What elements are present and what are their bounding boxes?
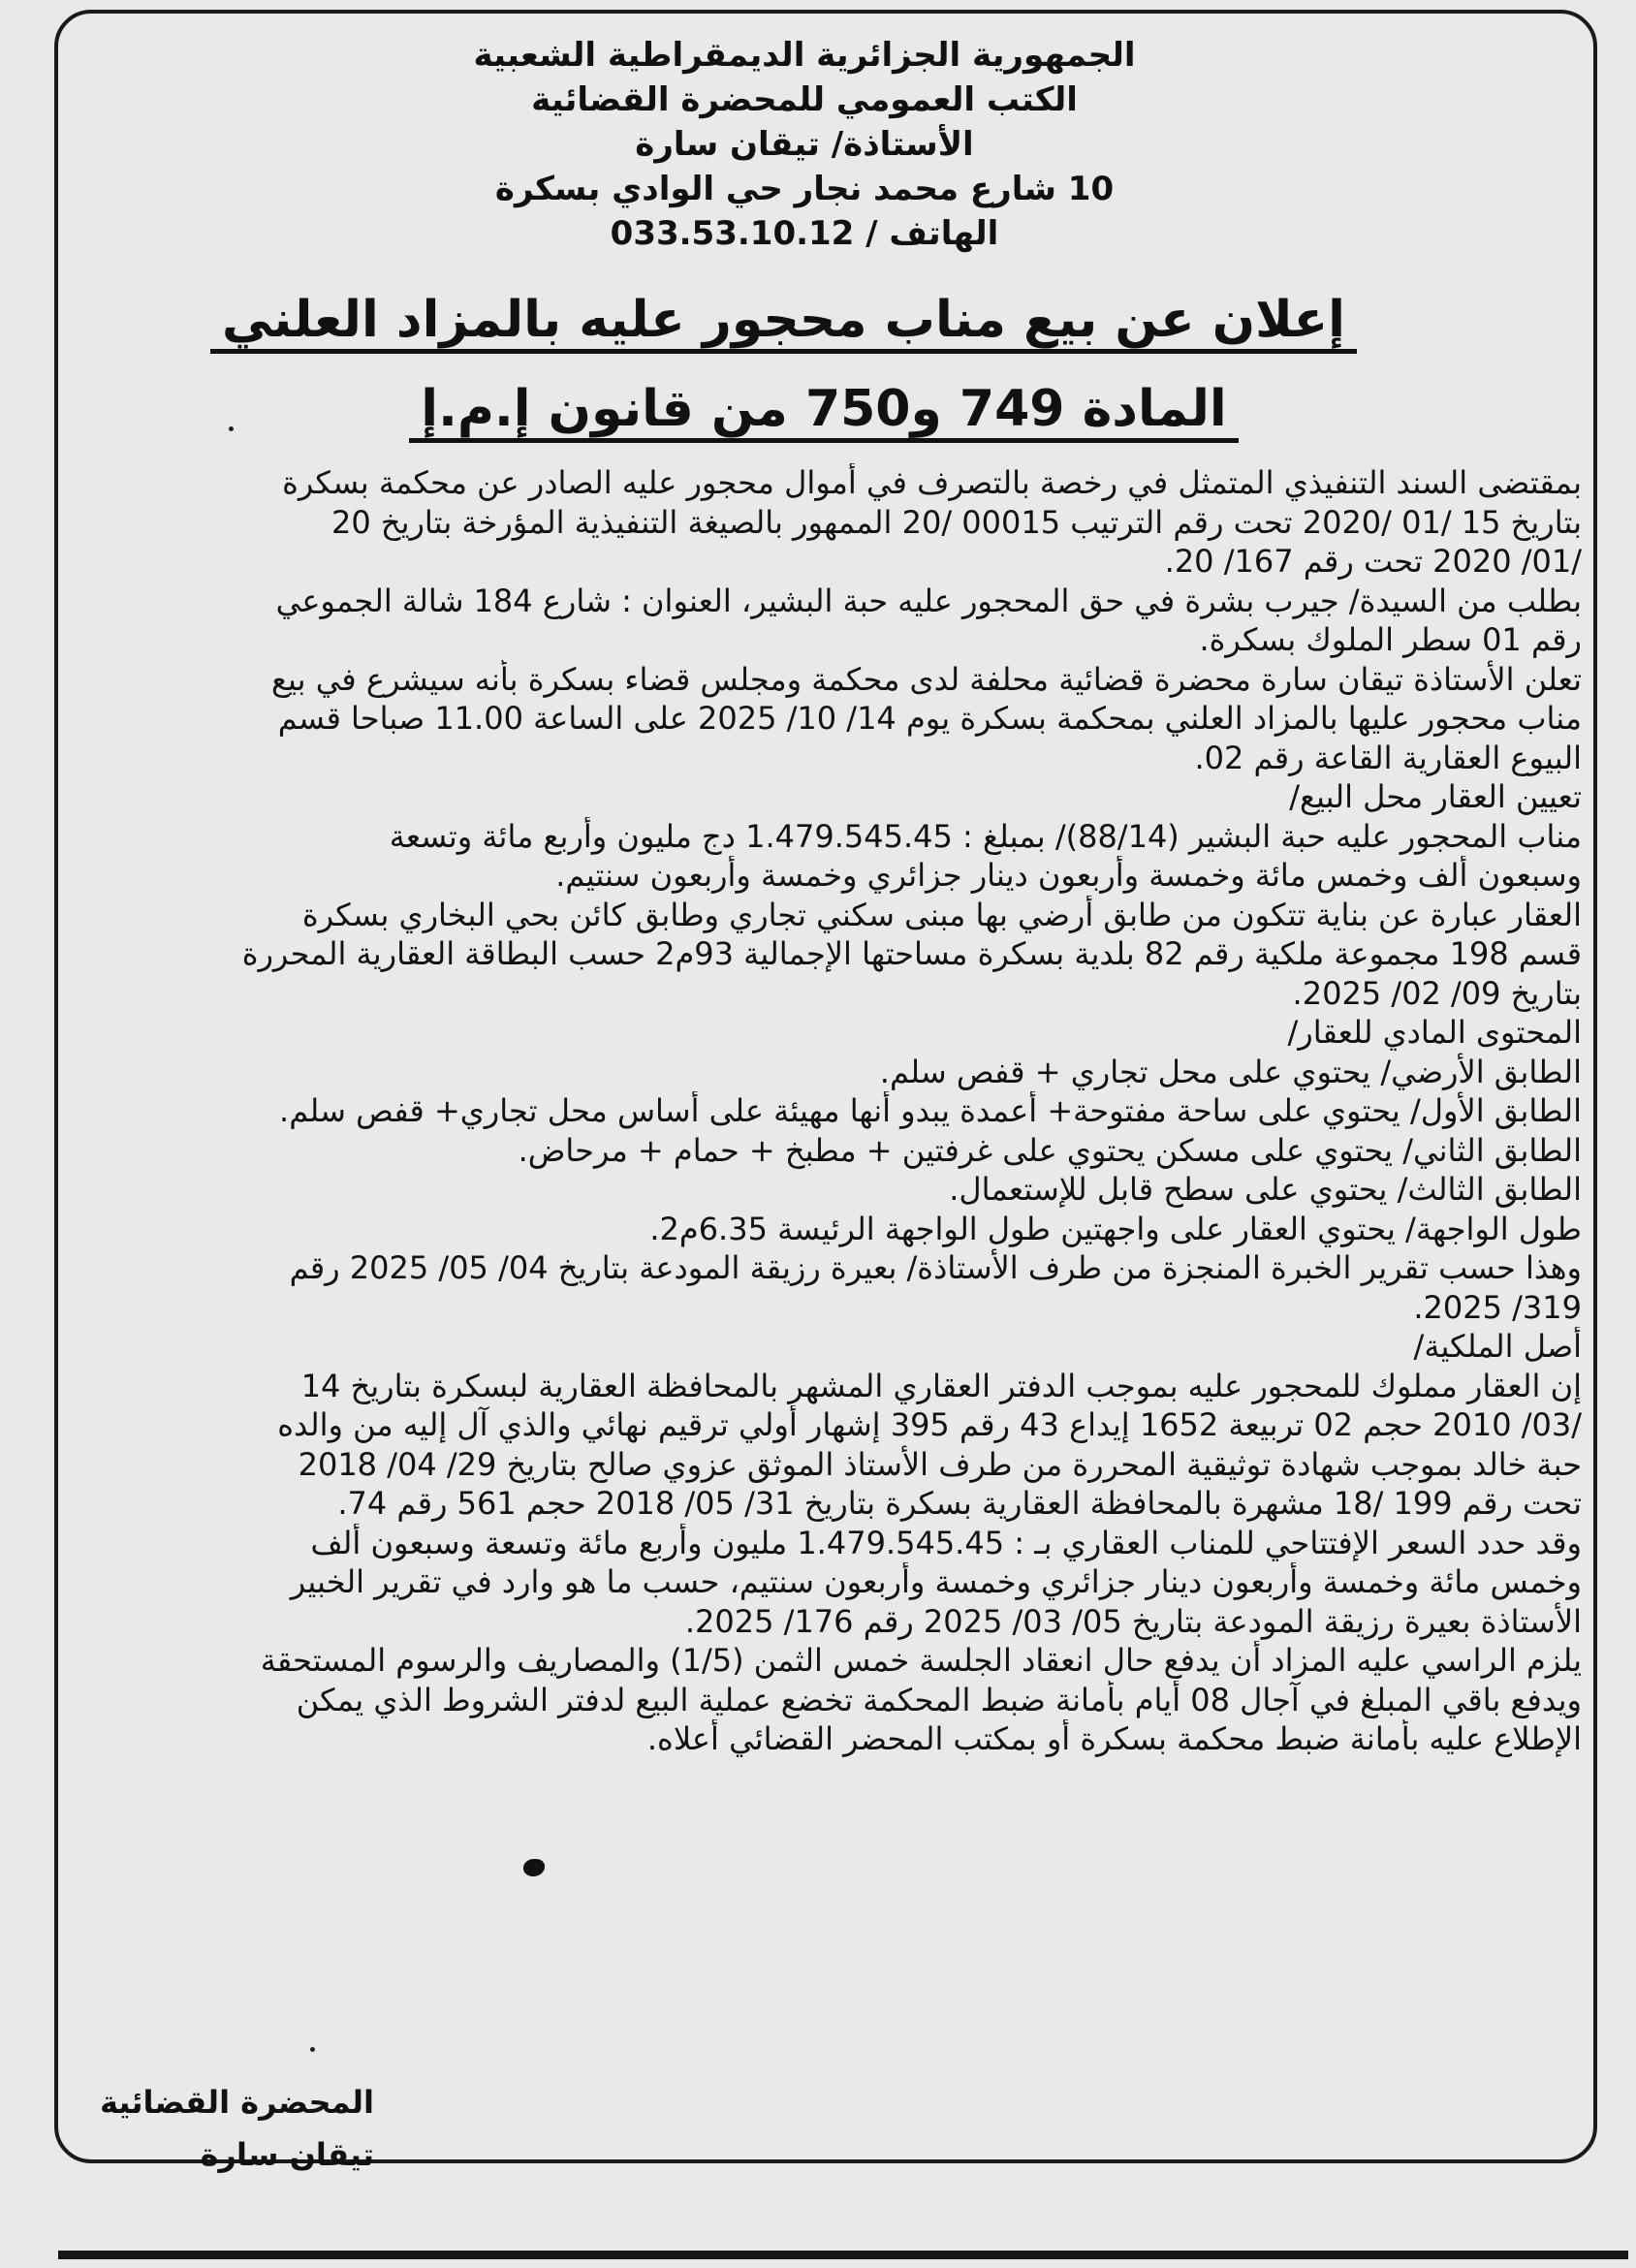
body-line: الطابق الأول/ يحتوي على ساحة مفتوحة+ أعمدة يبدو أنها مهيئة على أساس محل تجاري+ قفص سلم.: [279, 1092, 1582, 1129]
body-line: إن العقار مملوك للمحجور عليه بموجب الدفتر العقاري المشهر بالمحافظة العقارية لبسكرة بتاريخ 14: [300, 1367, 1582, 1404]
body-line: وقد حدد السعر الإفتتاحي للمناب العقاري بـ : 1.479.545.45 مليون وأربع مائة وتسعة وسبعون ألف: [310, 1524, 1582, 1561]
page-bottom-rule: [58, 2251, 1628, 2259]
body-line: بتاريخ 09/ 02/ 2025.: [1292, 974, 1582, 1012]
body-line: /01/ 2020 تحت رقم 167/ 20.: [1164, 543, 1582, 580]
signature-block: [74, 2076, 374, 2181]
body-line: تعلن الأستاذة تيقان سارة محضرة قضائية محلفة لدى محكمة ومجلس قضاء بسكرة بأنه سيشرع في بيع: [270, 660, 1582, 698]
body-line: الطابق الثاني/ يحتوي على مسكن يحتوي على غرفتين + مطبخ + حمام + مرحاض.: [518, 1131, 1582, 1169]
notice-body: [81, 463, 1582, 1759]
ink-speck: [310, 2047, 315, 2052]
header-phone: الهاتف / 033.53.10.12: [610, 214, 999, 253]
header-republic: الجمهورية الجزائرية الديمقراطية الشعبية: [473, 36, 1136, 75]
body-line: بتاريخ 15 /01 /2020 تحت رقم الترتيب 00015 /20 الممهور بالصيغة التنفيذية المؤرخة بتاريخ 20: [331, 503, 1582, 541]
body-line: وخمس مائة وخمسة وأربعون دينار جزائري وخمسة وأربعون سنتيم، حسب ما هو وارد في تقرير الخبير: [290, 1563, 1582, 1600]
notice-subtitle-text: المادة 749 و750 من قانون إ.م.إ: [409, 380, 1238, 443]
notice-title-text: إعلان عن بيع مناب محجور عليه بالمزاد العلني: [210, 291, 1357, 354]
notice-title: [222, 281, 1357, 359]
body-line: 319/ 2025.: [1413, 1288, 1582, 1326]
body-line: حبة خالد بموجب شهادة توثيقية المحررة من طرف الأستاذ الموثق عزوي صالح بتاريخ 29/ 04/ 2018: [298, 1445, 1582, 1483]
notice-header: [388, 33, 1221, 256]
body-line: الإطلاع عليه بأمانة ضبط محكمة بسكرة أو بمكتب المحضر القضائي أعلاه.: [646, 1720, 1582, 1757]
body-line: بطلب من السيدة/ جيرب بشرة في حق المحجور عليه حبة البشير، العنوان : شارع 184 شالة الجموعي: [275, 582, 1582, 619]
header-bailiff-name: الأستاذة/ تيقان سارة: [635, 125, 974, 164]
header-address: 10 شارع محمد نجار حي الوادي بسكرة: [494, 170, 1115, 208]
body-line: بمقتضى السند التنفيذي المتمثل في رخصة بالتصرف في أموال محجور عليه الصادر عن محكمة بسكرة: [282, 464, 1582, 501]
notice-subtitle: [388, 370, 1260, 448]
body-line: رقم 01 سطر الملوك بسكرة.: [1199, 621, 1582, 658]
body-line: وهذا حسب تقرير الخبرة المنجزة من طرف الأستاذة/ بعيرة رزيقة المودعة بتاريخ 04/ 05/ 2025 رقم: [289, 1249, 1582, 1286]
body-line: تعيين العقار محل البيع/: [1289, 778, 1582, 815]
body-line: المحتوى المادي للعقار/: [1287, 1014, 1582, 1051]
body-line: /03/ 2010 حجم 02 تربيعة 1652 إيداع 43 رقم 395 إشهار أولي ترقيم نهائي والذي آل إليه من والده: [277, 1406, 1582, 1443]
signature-name: تيقان سارة: [200, 2136, 374, 2173]
body-line: مناب محجور عليها بالمزاد العلني بمحكمة بسكرة يوم 14/ 10/ 2025 على الساعة 11.00 صباحا قسم: [277, 700, 1582, 737]
body-line: مناب المحجور عليه حبة البشير (88/14)/ بمبلغ : 1.479.545.45 دج مليون وأربع مائة وتسعة: [389, 817, 1582, 855]
body-line: البيوع العقارية القاعة رقم 02.: [1194, 739, 1582, 776]
ink-speck: [229, 426, 234, 431]
body-line: طول الواجهة/ يحتوي العقار على واجهتين طول الواجهة الرئيسة 6.35م2.: [649, 1210, 1582, 1247]
body-line: الطابق الأرضي/ يحتوي على محل تجاري + قفص سلم.: [879, 1053, 1582, 1090]
body-line: وسبعون ألف وخمس مائة وخمسة وأربعون دينار جزائري وخمسة وأربعون سنتيم.: [555, 857, 1582, 894]
body-line: يلزم الراسي عليه المزاد أن يدفع حال انعقاد الجلسة خمس الثمن (1/5) والمصاريف والرسوم المستحقة: [260, 1642, 1582, 1679]
body-line: تحت رقم 199 /18 مشهرة بالمحافظة العقارية بسكرة بتاريخ 31/ 05/ 2018 حجم 561 رقم 74.: [337, 1485, 1582, 1522]
body-line: الأستاذة بعيرة رزيقة المودعة بتاريخ 05/ 03/ 2025 رقم 176/ 2025.: [684, 1602, 1582, 1640]
body-line: قسم 198 مجموعة ملكية رقم 82 بلدية بسكرة مساحتها الإجمالية 93م2 حسب البطاقة العقارية المحررة: [241, 935, 1582, 972]
body-line: الطابق الثالث/ يحتوي على سطح قابل للإستعمال.: [949, 1171, 1582, 1208]
body-line: العقار عبارة عن بناية تتكون من طابق أرضي بها مبنى سكني تجاري وطابق كائن بحي البخاري بسكرة: [301, 896, 1582, 933]
signature-title: المحضرة القضائية: [99, 2084, 374, 2121]
body-line: ويدفع باقي المبلغ في آجال 08 أيام بأمانة ضبط المحكمة تخضع عملية البيع لدفتر الشروط الذي يمكن: [296, 1681, 1582, 1718]
header-office: الكتب العمومي للمحضرة القضائية: [531, 80, 1078, 119]
body-line: أصل الملكية/: [1413, 1328, 1582, 1365]
